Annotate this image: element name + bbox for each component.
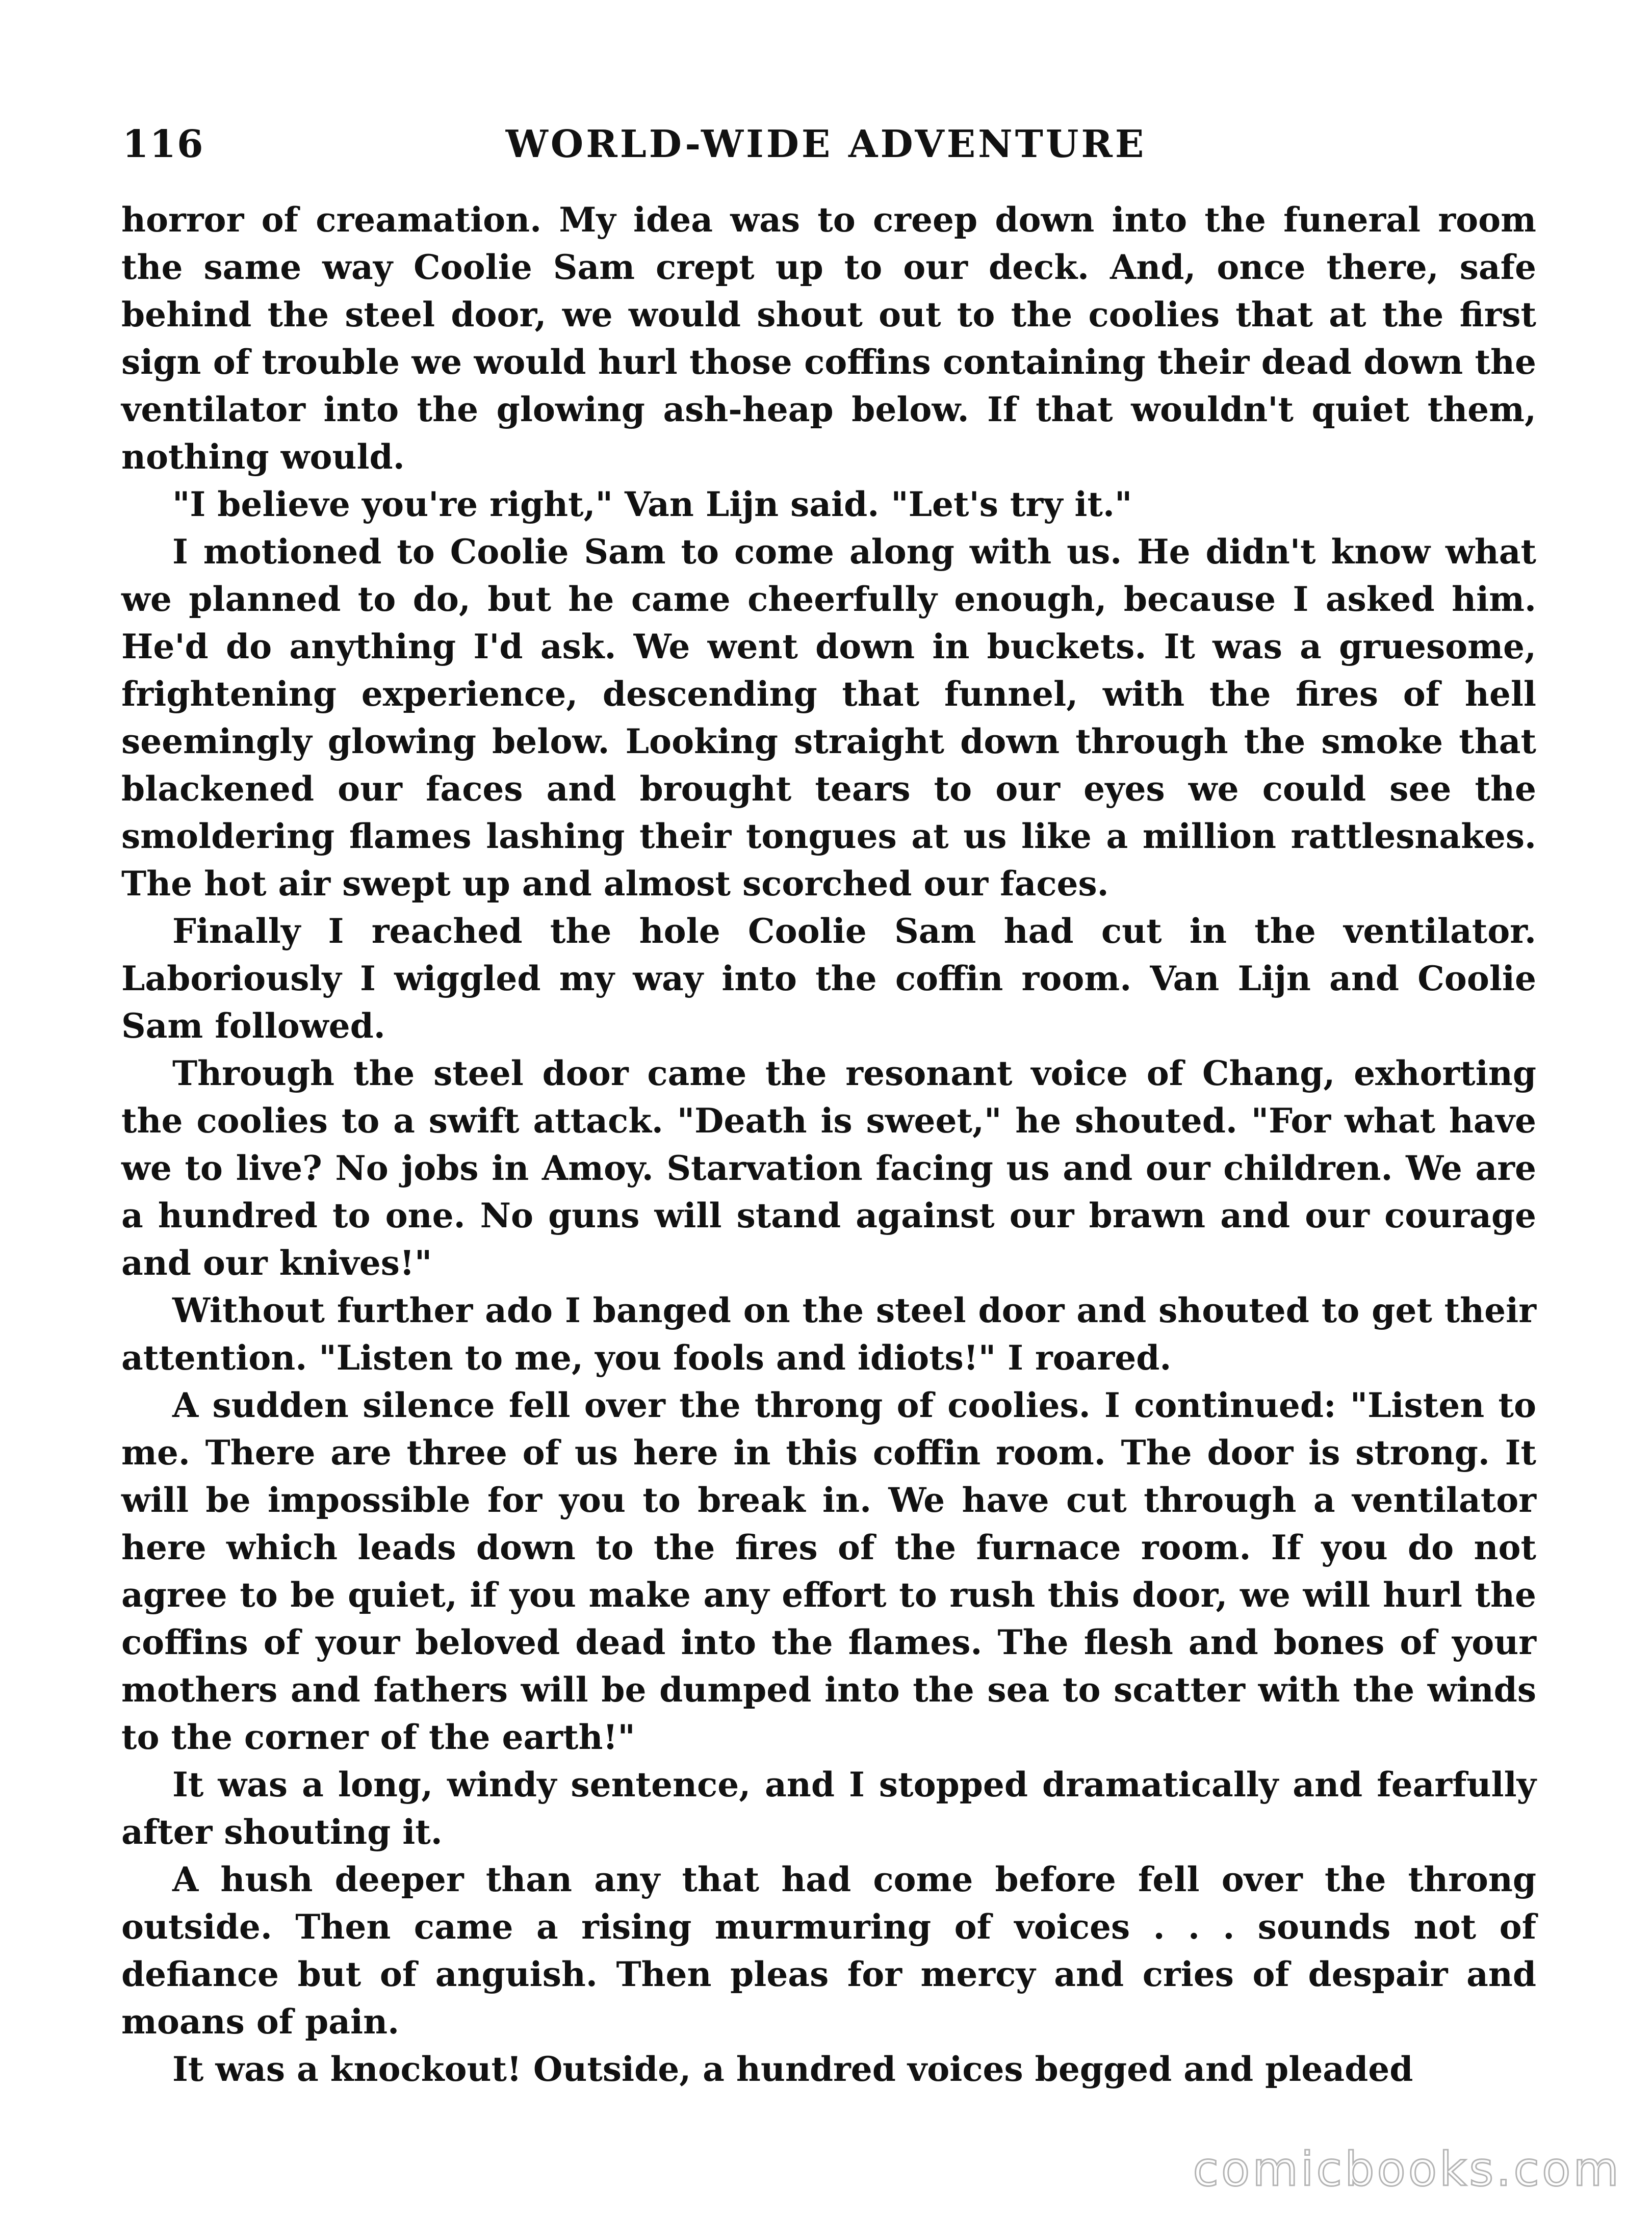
- paragraph: Without further ado I banged on the steel door and shouted to get their attention. "Listen to me, you fools and idiots!" I roared.: [121, 1291, 1536, 1378]
- paragraph: It was a knockout! Outside, a hundred voices begged and pleaded: [172, 2049, 1413, 2089]
- page-header: [122, 122, 1530, 178]
- body-text: [121, 196, 1536, 2093]
- paragraph: A sudden silence fell over the throng of coolies. I continued: "Listen to me. There are three of us here in this coffin room. The door is strong. It will be impossible for you to break in. We have cut through a ventilator here which leads down to the fires of the furnace room. If you do not agree to be quiet, if you make any effort to rush this door, we will hurl the coffins of your beloved dead into the flames. The flesh and bones of your mothers and fathers will be dumped into the sea to scatter with the winds to the corner of the earth!": [121, 1385, 1536, 1757]
- paragraph: I motioned to Coolie Sam to come along with us. He didn't know what we planned to do, but he came cheerfully enough, because I asked him. He'd do anything I'd ask. We went down in buckets. It was a gruesome, frightening experience, descending that funnel, with the fires of hell seemingly glowing below. Looking straight down through the smoke that blackened our faces and brought tears to our eyes we could see the smoldering flames lashing their tongues at us like a million rattlesnakes. The hot air swept up and almost scorched our faces.: [121, 532, 1536, 904]
- site-watermark: comicbooks.com: [1193, 2142, 1621, 2197]
- page-number: 116: [122, 122, 204, 166]
- paragraph: Finally I reached the hole Coolie Sam had cut in the ventilator. Laboriously I wiggled my way into the coffin room. Van Lijn and Coolie Sam followed.: [121, 911, 1536, 1046]
- running-title: WORLD-WIDE ADVENTURE: [505, 122, 1147, 166]
- paragraph: A hush deeper than any that had come before fell over the throng outside. Then came a rising murmuring of voices . . . sounds not of defiance but of anguish. Then pleas for mercy and cries of despair and moans of pain.: [121, 1860, 1536, 2042]
- paragraph: "I believe you're right," Van Lijn said. "Let's try it.": [172, 484, 1132, 524]
- paragraph: horror of creamation. My idea was to creep down into the funeral room the same way Coolie Sam crept up to our deck. And, once there, safe behind the steel door, we would shout out to the coolies that at the first sign of trouble we would hurl those coffins containing their dead down the ventilator into the glowing ash-heap below. If that wouldn't quiet them, nothing would.: [121, 200, 1536, 477]
- paragraph: It was a long, windy sentence, and I stopped dramatically and fearfully after shouting it.: [121, 1765, 1536, 1852]
- paragraph: Through the steel door came the resonant voice of Chang, exhorting the coolies to a swift attack. "Death is sweet," he shouted. "For what have we to live? No jobs in Amoy. Starvation facing us and our children. We are a hundred to one. No guns will stand against our brawn and our courage and our knives!": [121, 1053, 1536, 1283]
